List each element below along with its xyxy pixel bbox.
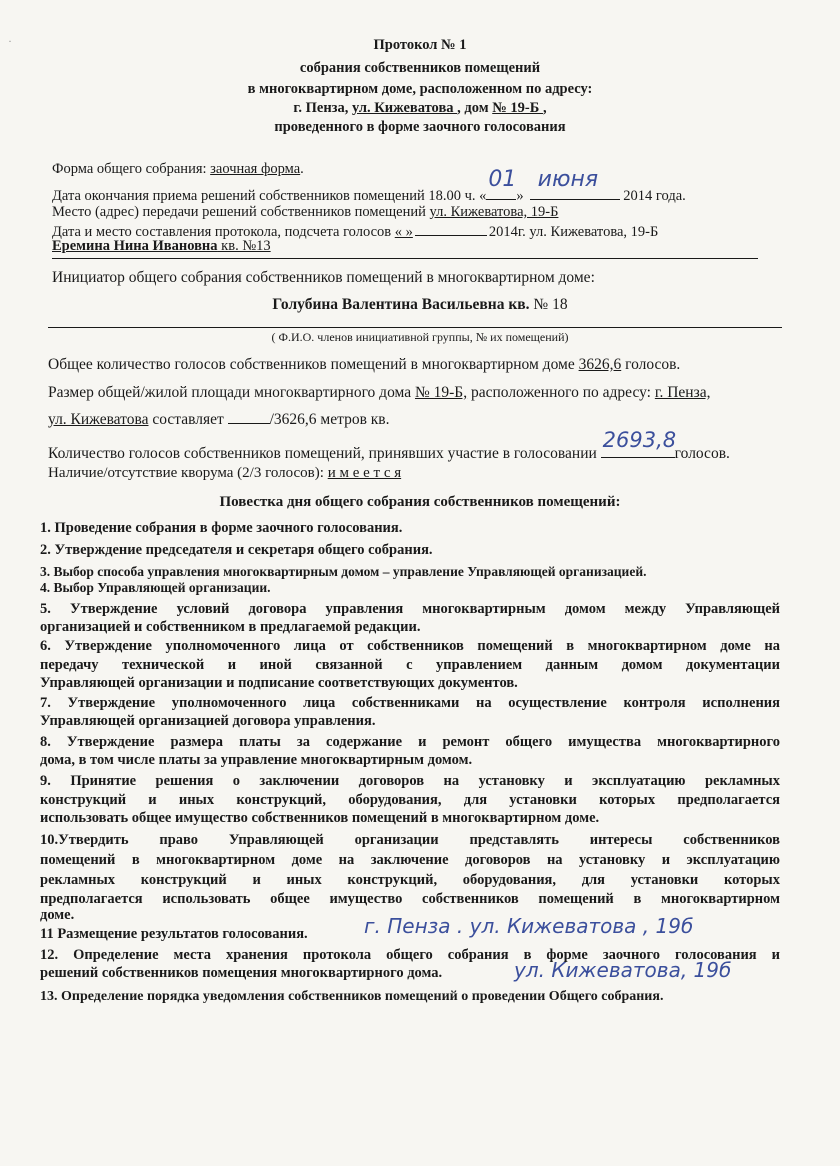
quorum-label: Наличие/отсутствие кворума (2/3 голосов):	[48, 465, 328, 481]
agenda-item-6-line-2: передачу технической и иной связанной с управлением данным домом документации	[40, 657, 780, 673]
house-area-blank	[228, 409, 270, 424]
agenda-item-11: 11 Размещение результатов голосования.	[40, 926, 308, 942]
participant-votes	[48, 428, 730, 463]
header-line-5: проведенного в форме заочного голосования	[274, 119, 566, 135]
agenda-item-10-line-4: предполагается использовать общее имущество собственников помещений в многоквартирном	[40, 891, 780, 907]
meeting-form-end: .	[300, 161, 304, 177]
house-area-street-value: ул. Кижеватова	[48, 411, 149, 428]
agenda-item-13: 13. Определение порядка уведомления собственников помещений о проведении Общего собрания.	[40, 989, 664, 1004]
protocol-date-month-blank	[415, 221, 487, 236]
total-votes-value: 3626,6	[578, 356, 622, 373]
initiator-name: Голубина Валентина Васильевна кв.	[272, 296, 530, 313]
house-area-city: г. Пенза,	[654, 384, 711, 401]
agenda-item-3: 3. Выбор способа управления многоквартирным домом – управление Управляющей организацией.	[40, 564, 647, 579]
agenda-item-9-line-2: конструкций и иных конструкций, оборудования, для установки которых предполагается	[40, 792, 780, 808]
house-area-located: расположенного по адресу:	[467, 384, 655, 401]
header-house-label: , дом	[457, 100, 493, 116]
agenda-item-10-line-5: доме.	[40, 907, 75, 923]
house-area-street	[48, 409, 390, 429]
end-date-month-blank	[530, 167, 620, 200]
header-house: № 19-Б	[492, 100, 543, 116]
initiator-flat: № 18	[529, 296, 568, 313]
protocol-date-place: 2014г. ул. Кижеватова, 19-Б	[488, 224, 659, 240]
participant-votes-handwritten: 2693,8	[602, 428, 677, 452]
agenda-item-12-line-1: 12. Определение места хранения протокола общего собрания в форме заочного голосования и	[40, 947, 780, 963]
vote-counter	[52, 237, 271, 255]
agenda-item-8-line-2: дома, в том числе платы за управление многоквартирным домом.	[40, 752, 473, 768]
meeting-form-value: заочная форма	[210, 161, 301, 177]
agenda-item-10-line-1: 10.Утвердить право Управляющей организации представлять интересы собственников	[40, 832, 780, 848]
participant-votes-blank	[601, 428, 677, 458]
house-area	[48, 384, 710, 402]
protocol-date-day: « »	[394, 224, 413, 240]
participant-votes-unit: голосов.	[674, 445, 730, 462]
total-votes-label: Общее количество голосов собственников помещений в многоквартирном доме	[48, 356, 579, 373]
agenda-item-6-line-3: Управляющей организации и подписание соответствующих документов.	[40, 675, 518, 691]
agenda-item-12-handwritten: ул. Кижеватова, 19б	[514, 958, 732, 982]
divider	[52, 258, 758, 259]
delivery-place	[52, 203, 558, 221]
delivery-place-label: Место (адрес) передачи решений собственников помещений	[52, 204, 430, 220]
agenda-item-9-line-1: 9. Принятие решения о заключении договоров на установку и эксплуатацию рекламных	[40, 773, 780, 789]
quorum	[48, 464, 401, 482]
end-date-year: 2014 года.	[619, 188, 686, 204]
vote-counter-name: Еремина Нина Ивановна	[52, 238, 218, 254]
header-comma: ,	[542, 100, 547, 116]
end-date-quote: »	[516, 188, 524, 204]
header-line-3: в многоквартирном доме, расположенном по адресу:	[247, 81, 593, 97]
agenda-item-1: 1. Проведение собрания в форме заочного голосования.	[40, 520, 403, 536]
initiator	[0, 296, 840, 314]
house-area-house: № 19-Б,	[414, 384, 468, 401]
agenda-item-7-line-2: Управляющей организацией договора управления.	[40, 713, 376, 729]
agenda-item-10-line-2: помещений в многоквартирном доме на заключение договоров на установку и эксплуатацию	[40, 852, 780, 868]
total-votes-unit: голосов.	[621, 356, 681, 373]
agenda-item-5-line-1: 5. Утверждение условий договора управления многоквартирным домом между Управляющей	[40, 601, 780, 617]
agenda-item-6-line-1: 6. Утверждение уполномоченного лица от собственников помещений в многоквартирном доме на	[40, 638, 780, 654]
initiator-caption: ( Ф.И.О. членов инициативной группы, № их помещений)	[271, 330, 569, 344]
end-date-label: Дата окончания приема решений собственников помещений 18.00 ч. «	[52, 188, 487, 204]
participant-votes-label: Количество голосов собственников помещений, принявших участие в голосовании	[48, 445, 601, 462]
protocol-date-label: Дата и место составления протокола, подсчета голосов	[52, 224, 395, 240]
end-date-month-handwritten: июня	[537, 167, 599, 192]
agenda-item-10-line-3: рекламных конструкций и иных конструкций, оборудования, для установки которых	[40, 872, 780, 888]
end-date-day-handwritten: 01	[488, 167, 517, 192]
header-line-2: собрания собственников помещений	[299, 60, 541, 76]
header-address	[0, 99, 840, 117]
house-area-value: /3626,6 метров кв.	[269, 411, 390, 428]
agenda-title: Повестка дня общего собрания собственников помещений:	[219, 494, 621, 510]
quorum-value: и м е е т с я	[327, 465, 402, 481]
agenda-item-8-line-1: 8. Утверждение размера платы за содержание и ремонт общего имущества многоквартирного	[40, 734, 780, 750]
total-votes	[48, 356, 680, 374]
agenda-item-12-line-2: решений собственников помещения многоквартирного дома.	[40, 965, 443, 981]
agenda-item-4: 4. Выбор Управляющей организации.	[40, 580, 271, 595]
delivery-place-value: ул. Кижеватова, 19-Б	[429, 204, 559, 220]
agenda-item-11-handwritten: г. Пенза . ул. Кижеватова , 19б	[364, 914, 694, 938]
end-date-day-blank	[486, 167, 517, 200]
house-area-comprises: составляет	[148, 411, 228, 428]
agenda-item-7-line-1: 7. Утверждение уполномоченного лица собственниками на осуществление контроля исполнения	[40, 695, 780, 711]
header-street: ул. Кижеватова	[352, 100, 458, 116]
initiator-label: Инициатор общего собрания собственников помещений в многоквартирном доме:	[52, 269, 595, 286]
agenda-item-2: 2. Утверждение председателя и секретаря общего собрания.	[40, 542, 433, 558]
meeting-form	[52, 160, 304, 178]
vote-counter-flat: кв. №13	[217, 238, 271, 254]
agenda-item-9-line-3: использовать общее имущество собственников помещений в многоквартирном доме.	[40, 810, 600, 826]
protocol-title: Протокол № 1	[373, 37, 467, 53]
meeting-form-label: Форма общего собрания:	[52, 161, 211, 177]
scan-mark: ·	[8, 34, 12, 48]
house-area-label: Размер общей/жилой площади многоквартирного дома	[48, 384, 415, 401]
header-city: г. Пенза,	[293, 100, 353, 116]
agenda-item-5-line-2: организацией и собственником в предлагаемой редакции.	[40, 619, 421, 635]
